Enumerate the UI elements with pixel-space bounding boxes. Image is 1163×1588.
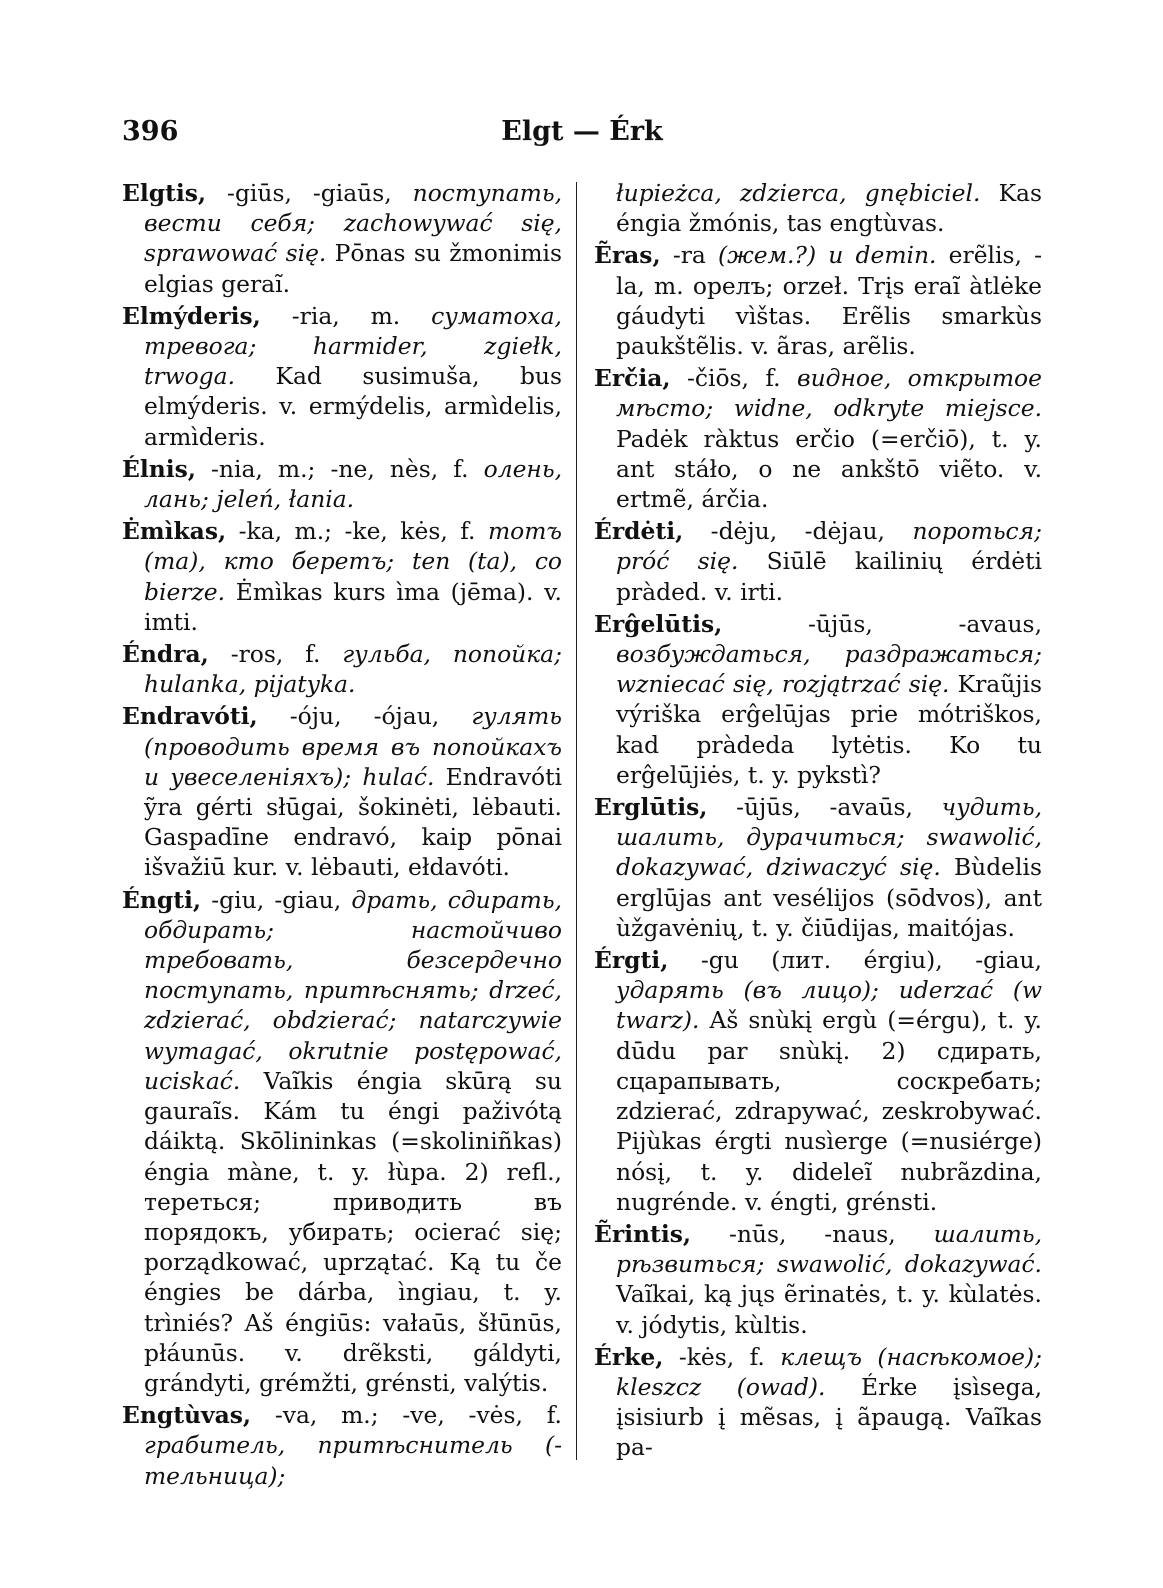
page-header — [122, 116, 1042, 156]
dictionary-entry — [122, 516, 562, 637]
running-head: Elgt — Érk — [501, 116, 663, 147]
polish-gloss: hulanka, pijatyka. — [144, 670, 356, 699]
grammar-forms: -dėju, -dėjau, — [710, 517, 885, 546]
examples: Endravóti ỹra gérti słūgai, šokinėti, lėbauti. Gaspadīne endravó, kaip pōnai išvažiū kur. v. lėbauti, ełdavóti. — [144, 762, 563, 882]
left-column — [122, 178, 562, 1493]
headword: Elmýderis, — [122, 301, 261, 330]
grammar-forms: -ūjūs, -avaūs, — [736, 793, 913, 822]
dictionary-entry — [122, 1400, 562, 1491]
examples: Ėmìkas kurs ìma (jēma). v. imti. — [144, 577, 562, 636]
examples: Érke įsìsega, įsisiurb į mẽsas, į ãpaugą. Vaĩkas pa- — [616, 1372, 1042, 1462]
dictionary-entry — [594, 1342, 1042, 1463]
dictionary-entry — [122, 701, 562, 882]
grammar-forms: -gu (лит. érgiu), -giau, — [700, 946, 1042, 975]
grammar-forms: -ra — [672, 241, 706, 270]
examples: Bùdelis erglūjas ant vesélijos (sōdvos), ant ùžgavėnių, t. y. čiūdijas, maitójas. — [616, 853, 1042, 942]
headword: Ėmìkas, — [122, 517, 227, 546]
russian-gloss: возбуждаться, раздражаться; — [616, 640, 1042, 669]
grammar-forms: -óju, -ójau, — [289, 702, 440, 731]
russian-gloss: чудить, шалить, дурачиться; — [616, 793, 1043, 852]
dictionary-entry — [594, 240, 1042, 361]
russian-gloss: видное, открытое мѣсто; — [616, 364, 1042, 423]
headword: Érdėti, — [594, 517, 684, 546]
russian-gloss: шалить, рѣзвиться; — [616, 1219, 1043, 1279]
examples: Padėk ràktus erčio (=erčiō), t. y. ant stáło, o ne ankštō viẽto. v. ertmẽ, árčia. — [616, 424, 1042, 514]
grammar-forms: -ros, f. — [230, 640, 321, 669]
dictionary-entry — [594, 1219, 1042, 1340]
russian-gloss: поступать, вести себя; — [144, 179, 563, 238]
russian-gloss: олень, лань; — [144, 454, 563, 514]
dictionary-entry — [594, 609, 1042, 790]
grammar-forms: -ūjūs, -avaus, — [808, 609, 1042, 638]
headword: Érgti, — [594, 946, 669, 975]
grammar-forms: -ka, m.; -ke, kės, f. — [238, 517, 476, 546]
polish-gloss: kleszcz (owad). — [616, 1372, 826, 1401]
headword: Engtùvas, — [122, 1401, 252, 1430]
polish-gloss: ten (ta), co bierze. — [144, 547, 563, 606]
russian-gloss: грабитель, притѣснитель (-тельница); — [144, 1431, 562, 1490]
grammar-forms: -giūs, -giaūs, — [227, 179, 392, 207]
dictionary-entry — [594, 792, 1042, 943]
russian-gloss: гулять (проводить время въ попойкахъ и увеселенiяхъ); — [144, 702, 562, 791]
headword: Erglūtis, — [594, 793, 708, 822]
headword: Éngti, — [122, 885, 202, 914]
polish-gloss: łupieżca, zdzierca, gnębiciel. — [616, 179, 981, 207]
right-column — [594, 178, 1042, 1465]
examples: Siūlē kailinių érdėti pràded. v. irti. — [616, 547, 1042, 606]
dictionary-entry — [122, 454, 562, 514]
examples: Vaĩkai, ką jųs ẽrinatės, t. y. kùlatės. v. jódytis, kùltis. — [616, 1280, 1042, 1339]
dictionary-entry — [594, 516, 1042, 607]
entry-continuation — [594, 178, 1042, 238]
examples: Vaĩkis éngia skūrą su gauraĩs. Kám tu éngi paživótą dáiktą. Skōlininkas (=skoliniñkas) éngia màne, t. y. łùpa. 2) refl., тереться; приводить въ порядокъ, убирать; ocierać się; porządkować, uprzątać. Ką tu če éngies be dárba, ìngiau, t. y. trìniés? Aš éngiūs: vałaūs, šłūnūs, płáunūs. v. drẽksti, gáldyti, grándyti, grémžti, grénsti, valýtis. — [144, 1066, 562, 1397]
grammar-forms: -kės, f. — [678, 1342, 765, 1371]
headword: Ẽrintis, — [594, 1219, 692, 1248]
grammar-forms: -va, m.; -ve, -vės, f. — [274, 1401, 562, 1430]
polish-gloss: swawolić, dokazywać. — [776, 1250, 1042, 1279]
headword: Erčia, — [594, 364, 671, 393]
polish-gloss: widne, odkryte miejsce. — [733, 394, 1042, 423]
polish-gloss: harmider, zgiełk, trwoga. — [144, 332, 562, 391]
russian-gloss: ударять (въ лицо); — [616, 976, 879, 1005]
grammar-forms: -čiōs, f. — [686, 364, 781, 393]
headword: Erĝelūtis, — [594, 609, 723, 638]
headword: Élnis, — [122, 454, 196, 483]
polish-gloss: swawolić, dokazywać, dziwaczyć się. — [616, 823, 1043, 882]
examples: Kraũjis výriška erĝelūjas prie mótriškos, kad pràdeda lytėtis. Ko tu erĝelūjiės, t. y. pykstì? — [616, 670, 1043, 789]
polish-gloss: drzeć, zdzierać, obdzierać; natarczywie wymagać, okrutnie postępować, uciskać. — [144, 976, 562, 1095]
dictionary-entry — [122, 639, 562, 699]
grammar-forms: -giu, -giau, — [211, 885, 342, 914]
examples: erẽlis, -la, m. орелъ; orzeł. Trįs eraĩ àtlėke gáudyti vìštas. Erẽlis smarkùs paukštẽlis. v. ãras, arẽlis. — [616, 241, 1043, 361]
headword: Elgtis, — [122, 179, 207, 207]
examples: Aš snùkį ergù (=érgu), t. y. dūdu par snùkį. 2) сдирать, сцарапывать, соскребать; zdzierać, zdrapywać, zeskrobywać. Pijùkas érgti nusìerge (=nusiérge) nósį, t. y. dideleĩ nubrãzdina, nugrénde. v. éngti, grénsti. — [616, 1006, 1042, 1216]
grammar-forms: -nūs, -naus, — [728, 1219, 896, 1248]
headword: Endravóti, — [122, 702, 258, 731]
russian-gloss: (жем.?) и demin. — [718, 241, 937, 270]
examples: Kad susimuša, bus elmýderis. v. ermýdelis, armìdelis, armìderis. — [144, 362, 562, 451]
dictionary-entry — [122, 885, 562, 1398]
polish-gloss: hulać. — [362, 762, 435, 791]
dictionary-entry — [594, 363, 1042, 514]
dictionary-entry — [122, 301, 562, 452]
headword: Ẽras, — [594, 241, 661, 270]
polish-gloss: próć się. — [616, 547, 739, 576]
grammar-forms: -nia, m.; -ne, nès, f. — [211, 454, 469, 483]
headword: Éndra, — [122, 640, 209, 669]
polish-gloss: wzniecać się, rozjątrzać się. — [616, 670, 950, 699]
dictionary-entry — [594, 945, 1042, 1217]
russian-gloss: гульба, попойка; — [342, 640, 563, 669]
column-divider — [576, 182, 577, 1460]
examples: Kas éngia žmónis, tas engtùvas. — [616, 179, 1043, 238]
headword: Érke, — [594, 1342, 664, 1371]
dictionary-entry — [122, 178, 562, 299]
russian-gloss: пороться; — [912, 517, 1043, 546]
russian-gloss: тотъ (та), кто беретъ; — [144, 517, 563, 576]
polish-gloss: uderzać (w twarz). — [616, 976, 1043, 1035]
grammar-forms: -ria, m. — [291, 301, 401, 330]
page-number: 396 — [122, 116, 179, 147]
russian-gloss: клещъ (насѣкомое); — [780, 1342, 1042, 1371]
polish-gloss: zachowywać się, sprawować się. — [144, 209, 562, 268]
russian-gloss: драть, сдирать, обдирать; настойчиво требовать, безсердечно поступать, притѣснять; — [144, 885, 562, 1005]
polish-gloss: jeleń, łania. — [216, 485, 355, 514]
russian-gloss: суматоха, тревога; — [144, 301, 562, 361]
examples: Pōnas su žmonimis elgias geraĩ. — [144, 239, 562, 298]
